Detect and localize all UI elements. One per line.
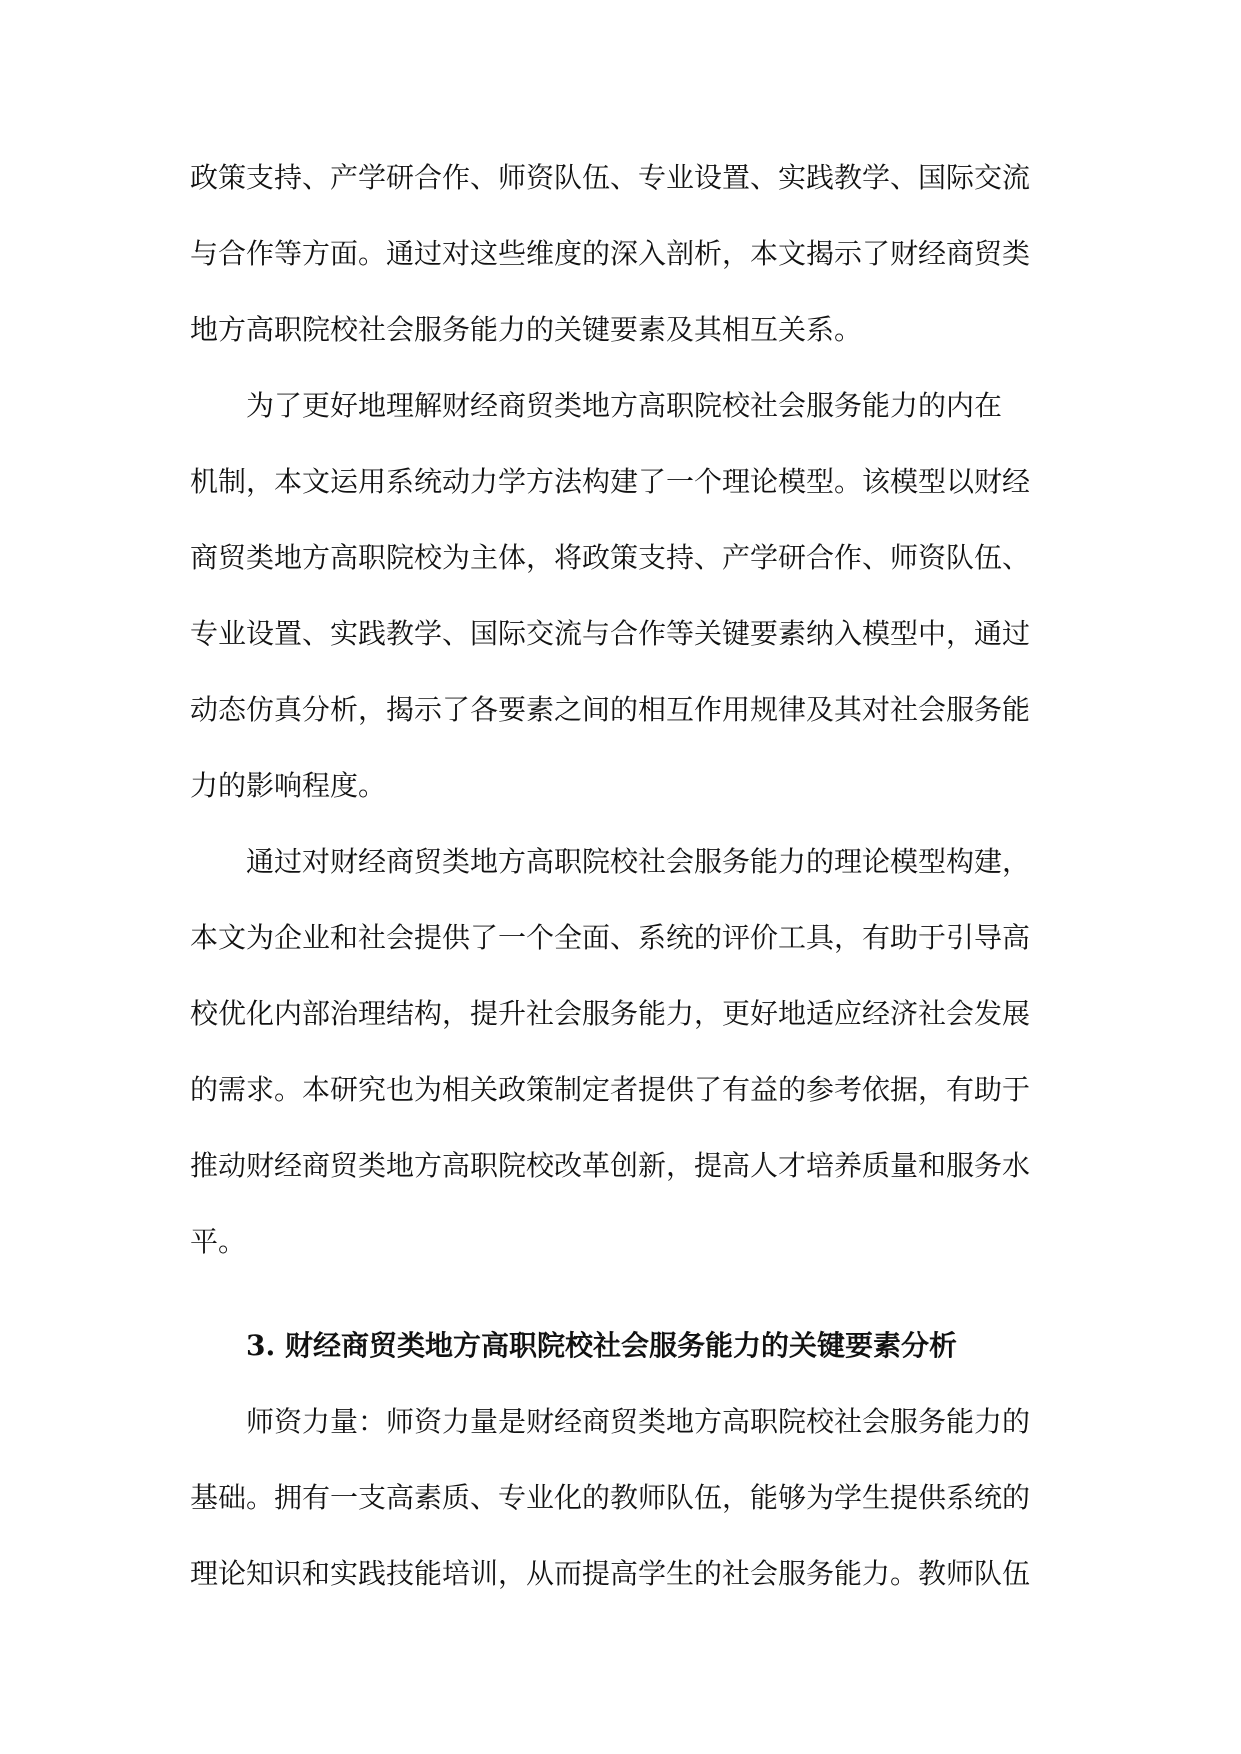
text-line: 的需求。本研究也为相关政策制定者提供了有益的参考依据，有助于 <box>190 1073 1031 1106</box>
text-line: 政策支持、产学研合作、师资队伍、专业设置、实践教学、国际交流 <box>190 161 1031 194</box>
text-line: 理论知识和实践技能培训，从而提高学生的社会服务能力。教师队伍 <box>190 1557 1031 1590</box>
text-line: 通过对财经商贸类地方高职院校社会服务能力的理论模型构建， <box>246 845 1031 878</box>
section-paragraph <box>190 1384 1060 1612</box>
text-line: 本文为企业和社会提供了一个全面、系统的评价工具，有助于引导高 <box>190 921 1031 954</box>
text-line: 专业设置、实践教学、国际交流与合作等关键要素纳入模型中，通过 <box>190 617 1031 650</box>
text-line: 机制，本文运用系统动力学方法构建了一个理论模型。该模型以财经 <box>190 465 1031 498</box>
text-line: 商贸类地方高职院校为主体，将政策支持、产学研合作、师资队伍、 <box>190 541 1031 574</box>
text-line: 师资力量：师资力量是财经商贸类地方高职院校社会服务能力的 <box>246 1405 1031 1438</box>
text-line: 动态仿真分析，揭示了各要素之间的相互作用规律及其对社会服务能 <box>190 693 1031 726</box>
document-page <box>190 140 1060 1612</box>
paragraph-1 <box>190 140 1060 368</box>
section-heading: 3. 财经商贸类地方高职院校社会服务能力的关键要素分析 <box>246 1329 957 1362</box>
text-line: 地方高职院校社会服务能力的关键要素及其相互关系。 <box>190 313 863 346</box>
text-line: 推动财经商贸类地方高职院校改革创新，提高人才培养质量和服务水 <box>190 1149 1031 1182</box>
text-line: 力的影响程度。 <box>190 769 387 802</box>
text-line: 校优化内部治理结构，提升社会服务能力，更好地适应经济社会发展 <box>190 997 1031 1030</box>
paragraph-3 <box>190 824 1060 1280</box>
text-line: 为了更好地理解财经商贸类地方高职院校社会服务能力的内在 <box>246 389 1003 422</box>
text-line: 与合作等方面。通过对这些维度的深入剖析，本文揭示了财经商贸类 <box>190 237 1031 270</box>
paragraph-2 <box>190 368 1060 824</box>
text-line: 平。 <box>190 1225 247 1258</box>
text-line: 基础。拥有一支高素质、专业化的教师队伍，能够为学生提供系统的 <box>190 1481 1031 1514</box>
